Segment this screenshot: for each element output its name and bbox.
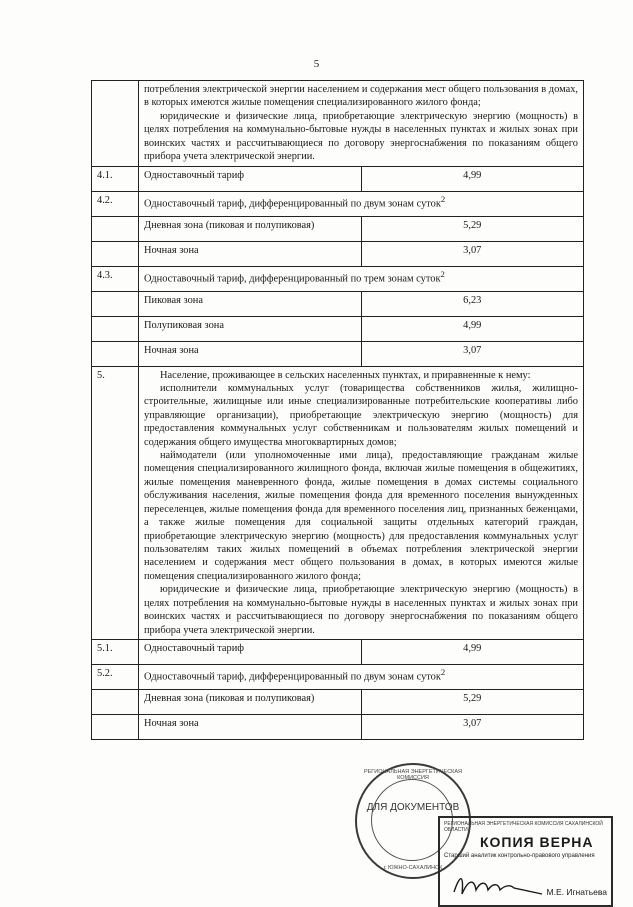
tariff-value: 4,99 — [361, 166, 584, 191]
table-row — [92, 291, 584, 316]
seal-rim-bottom: г. ЮЖНО-САХАЛИНСК — [383, 865, 443, 871]
tariff-label — [139, 664, 584, 689]
paragraph: юридические и физические лица, приобретающие электрическую энергию (мощность) в целях потребления на коммунально-бытовые нужды в населенных пунктах и жилых зонах при воинских частях и рассчитывающиеся по договору энергоснабжения по показаниям общего прибора учета электрической энергии. — [144, 584, 578, 636]
signer-name: М.Е. Игнатьева — [546, 887, 607, 897]
row-number: 5. — [92, 366, 139, 639]
table-row — [92, 366, 584, 639]
zone-label: Дневная зона (пиковая и полупиковая) — [139, 216, 362, 241]
zone-label: Ночная зона — [139, 714, 362, 739]
consumer-group-text — [139, 366, 584, 639]
row-number: 5.1. — [92, 639, 139, 664]
row-number-cell — [92, 81, 139, 167]
row-number: 5.2. — [92, 664, 139, 689]
zone-label: Ночная зона — [139, 241, 362, 266]
seal-label: ДЛЯ ДОКУМЕНТОВ — [366, 802, 460, 813]
row-number-cell — [92, 241, 139, 266]
footnote-mark: 2 — [440, 666, 446, 677]
row-number-cell — [92, 316, 139, 341]
tariff-value: 4,99 — [361, 639, 584, 664]
tariff-value: 5,29 — [361, 216, 584, 241]
tariff-label-text: Одноставочный тариф, дифференцированный по трем зонам суток — [144, 273, 441, 284]
paragraph: юридические и физические лица, приобретающие электрическую энергию (мощность) в целях потребления на коммунально-бытовые нужды в населенных пунктах и жилых зонах при воинских частях и рассчитывающиеся по договору энергоснабжения по показаниям общего прибора учета электрической энергии. — [144, 110, 578, 163]
tariff-table — [91, 80, 584, 740]
seal-rim-top: РЕГИОНАЛЬНАЯ ЭНЕРГЕТИЧЕСКАЯ КОМИССИЯ — [363, 769, 463, 781]
paragraph: наймодатели (или уполномоченные ими лица), предоставляющие гражданам жилые помещения специализированного жилищного фонда, включая жилые помещения в общежитиях, жилые помещения маневренного фонда, жилые помещения в домах системы социального обслуживания населения, жилые помещения фонда для временного поселения вынужденных переселенцев, жилые помещения фонда для временного поселения лиц, признанных беженцами, а также жилые помещения для социальной защиты отдельных категорий граждан, приобретающие электрическую энергию (мощность) для предоставления коммунальных услуг пользователям таких жилых помещений в объемах потребления электрической энергии населением и содержания мест общего пользования в домах, в которых имеются жилые помещения специализированного жилого фонда; — [144, 450, 578, 582]
tariff-value: 3,07 — [361, 341, 584, 366]
tariff-value: 5,29 — [361, 689, 584, 714]
row-number-cell — [92, 714, 139, 739]
table-row — [92, 216, 584, 241]
tariff-label — [139, 191, 584, 216]
tariff-label — [139, 266, 584, 291]
row-number-cell — [92, 216, 139, 241]
tariff-value: 3,07 — [361, 714, 584, 739]
table-row — [92, 241, 584, 266]
paragraph: исполнители коммунальных услуг (товарищества собственников жилья, жилищно-строительные, жилищные или иные специализированные потребительские кооперативы либо управляющие организации), приобретающие электрическую энергию (мощность) для предоставления коммунальных услуг собственникам и пользователям жилых помещений и содержания общего имущества многоквартирных домов; — [144, 382, 578, 448]
tariff-label: Одноставочный тариф — [139, 166, 362, 191]
footnote-mark: 2 — [440, 268, 445, 279]
zone-label: Ночная зона — [139, 341, 362, 366]
row-number: 4.1. — [92, 166, 139, 191]
paragraph: Население, проживающее в сельских населенных пунктах, и приравненные к нему: — [160, 369, 531, 381]
tariff-label-text: Одноставочный тариф, дифференцированный по двум зонам суток — [144, 671, 441, 683]
row-number: 4.3. — [92, 266, 139, 291]
tariff-value: 4,99 — [361, 316, 584, 341]
table-row — [92, 689, 584, 714]
table-row — [92, 664, 584, 689]
zone-label: Пиковая зона — [139, 291, 362, 316]
table-row — [92, 166, 584, 191]
table-row — [92, 714, 584, 739]
table-row — [92, 341, 584, 366]
row-number-cell — [92, 291, 139, 316]
zone-label: Дневная зона (пиковая и полупиковая) — [139, 689, 362, 714]
signature-graphic — [446, 870, 546, 900]
row-number-cell — [92, 341, 139, 366]
tariff-label: Одноставочный тариф — [139, 639, 362, 664]
continued-text-cell — [139, 81, 584, 167]
table-row — [92, 316, 584, 341]
stamp-position: Старший аналитик контрольно-правового управления — [444, 853, 595, 859]
table-row — [92, 266, 584, 291]
table-row — [92, 191, 584, 216]
page-number: 5 — [313, 58, 320, 70]
table-row — [92, 81, 584, 167]
footnote-mark: 2 — [440, 193, 446, 204]
tariff-value: 3,07 — [361, 241, 584, 266]
table-row — [92, 639, 584, 664]
row-number: 4.2. — [92, 191, 139, 216]
certified-copy-stamp — [438, 816, 613, 907]
row-number-cell — [92, 689, 139, 714]
tariff-label-text: Одноставочный тариф, дифференцированный по двум зонам суток — [144, 198, 441, 209]
stamp-organization: РЕГИОНАЛЬНАЯ ЭНЕРГЕТИЧЕСКАЯ КОМИССИЯ САХАЛИНСКОЙ ОБЛАСТИ — [444, 821, 603, 833]
stamp-certification: КОПИЯ ВЕРНА — [480, 834, 594, 850]
zone-label: Полупиковая зона — [139, 316, 362, 341]
paragraph: потребления электрической энергии населением и содержания мест общего пользования в домах, в которых имеются жилые помещения специализированного жилого фонда; — [144, 84, 578, 109]
tariff-value: 6,23 — [361, 291, 584, 316]
